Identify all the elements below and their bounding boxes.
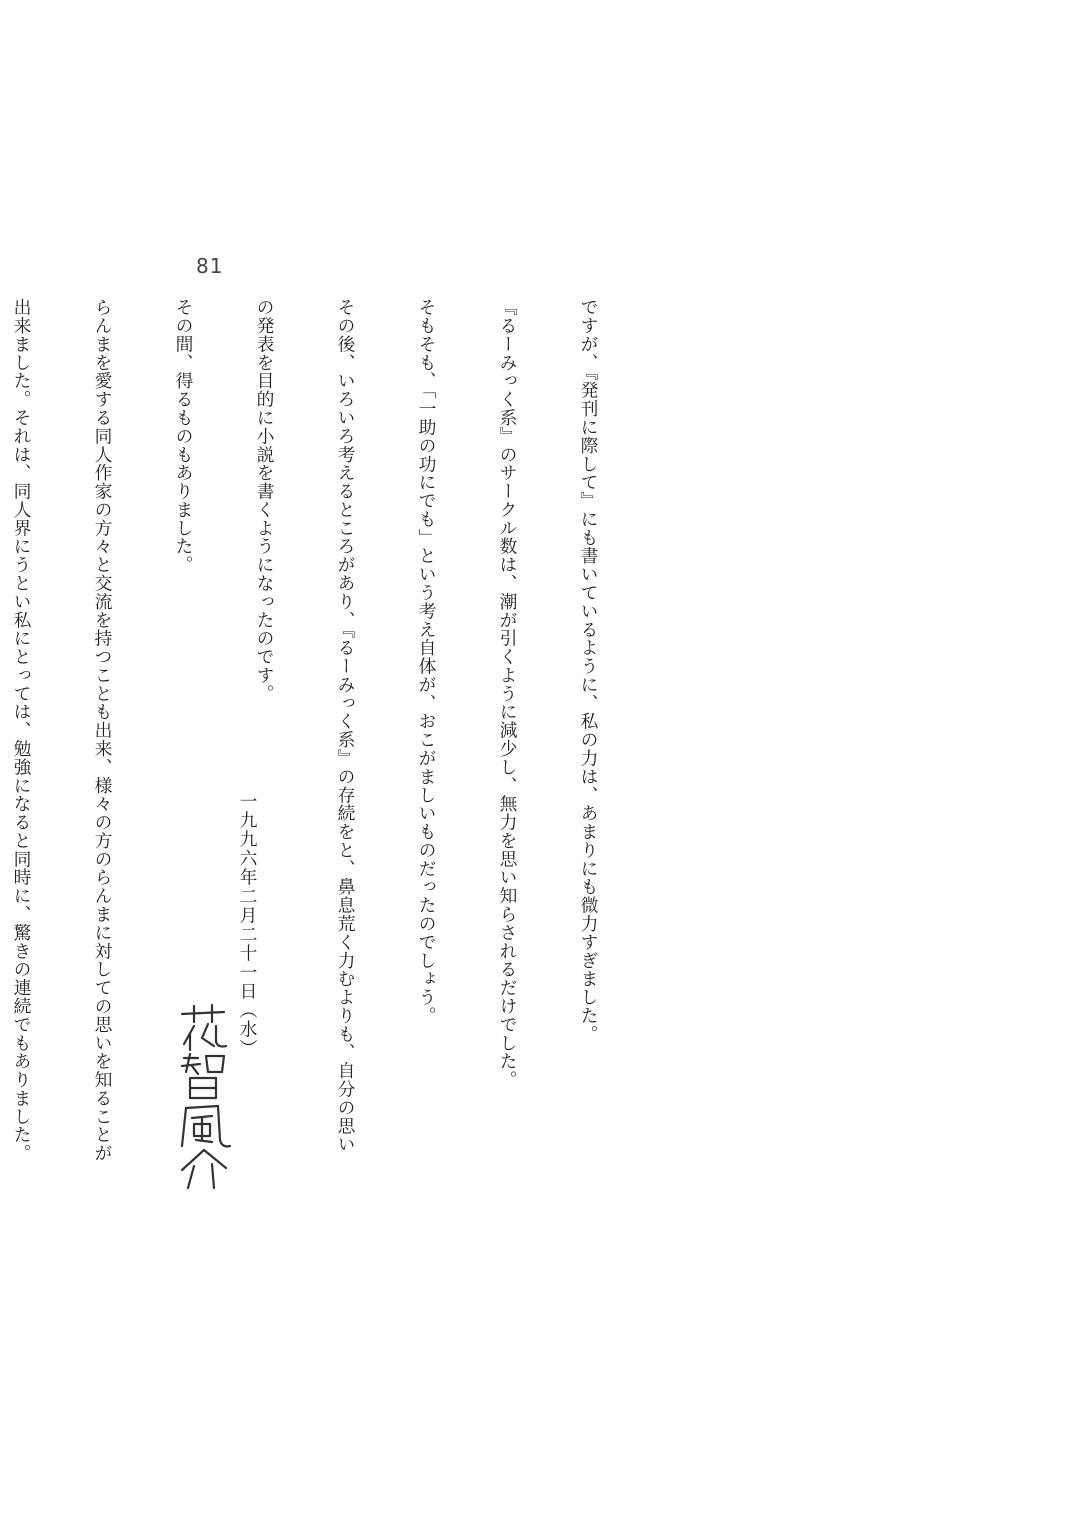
body-line: の発表を目的に小説を書くようになったのです。 (254, 298, 275, 703)
body-line: 『るーみっく系』のサークル数は、潮が引くように減少し、無力を思い知らされるだけでした。 (497, 298, 518, 1089)
body-line: その後、いろいろ考えるところがあり、『るーみっく系』の存続をと、鼻息荒く力むよりも、自分の思い (335, 298, 356, 1154)
body-line: そもそも、「一助の功にでも」という考え自体が、おこがましいものだったのでしょう。 (416, 298, 437, 1025)
body-line: らんまを愛する同人作家の方々と交流を持つことも出来、様々の方のらんまに対しての思いを知ることが (92, 298, 113, 1163)
body-text (0, 298, 656, 1163)
body-line: ですが、『発刊に際して』にも書いているように、私の力は、あまりにも微力すぎました。 (578, 298, 599, 1044)
closing-date: 一九九六年二月二十一日（水） (237, 792, 258, 1058)
body-line: その間、得るものもありました。 (173, 298, 194, 574)
body-line: 出来ました。それは、同人界にうとい私にとっては、勉強になると同時に、驚きの連続でもありました。 (11, 298, 32, 1163)
handwritten-signature (168, 1000, 238, 1190)
page-number: 81 (196, 254, 224, 278)
